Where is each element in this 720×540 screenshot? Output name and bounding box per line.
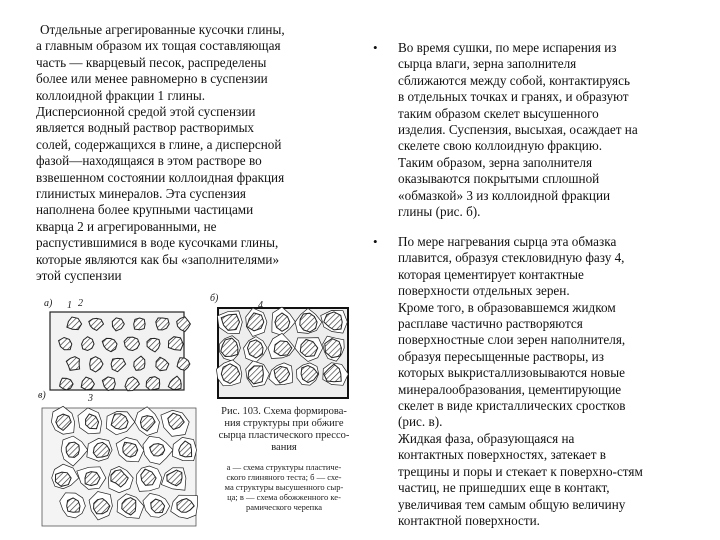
text-line: этой суспензии: [36, 268, 122, 284]
label-a: а): [44, 298, 53, 309]
text-line: поверхностные слои зерен наполнителя,: [398, 332, 626, 348]
text-line: контактной поверхности.: [398, 512, 540, 528]
text-line: которых выкристаллизовываются новые: [398, 365, 625, 381]
text-line: взвешенном состоянии коллоидная фракция: [36, 169, 285, 185]
figure-caption-title: [200, 406, 368, 454]
text-line: Таким образом, зерна заполнителя: [398, 154, 593, 170]
text-line: глины (рис. б).: [398, 204, 481, 220]
panel-v: [42, 406, 197, 526]
grain: [60, 378, 74, 390]
text-line: кварца 2 и агрегированными, не: [36, 218, 217, 234]
grain: [123, 442, 138, 457]
grain: [66, 442, 79, 457]
label-4: 4: [258, 300, 263, 311]
text-line: Дисперсионной средой этой суспензии: [36, 104, 256, 120]
label-1: 1: [67, 300, 72, 311]
text-line: глинистых минералов. Эта суспензия: [36, 186, 246, 202]
bullet-1: •: [373, 40, 378, 55]
left-paragraph: [36, 22, 285, 285]
text-line: наполнена более крупными частицами: [36, 202, 254, 218]
figure-caption-legend: [200, 462, 368, 512]
text-line: трещины и поры и стекает к поверхно-стям: [398, 463, 643, 479]
text-line: таким образом скелет высушенного: [398, 105, 599, 121]
text-line: увеличивая тем самым общую величину: [398, 496, 626, 512]
text-line: Отдельные агрегированные кусочки глины,: [40, 22, 285, 37]
text-line: которая цементирует контактные: [398, 266, 584, 282]
text-line: образуя пересыщенные растворы, из: [398, 348, 604, 364]
text-line: изделия. Суспензия, высыхая, осаждает на: [398, 122, 638, 138]
grain: [168, 337, 183, 351]
grain: [111, 414, 128, 430]
text-line: Кроме того, в образовавшемся жидком: [398, 299, 616, 315]
label-b: б): [210, 293, 219, 304]
panel-b: [216, 307, 348, 398]
text-line: вания: [271, 442, 297, 453]
text-line: контактных поверхностях, затекает в: [398, 447, 607, 463]
text-line: скелете свою коллоидную фракцию.: [398, 138, 603, 154]
text-line: часть — кварцевый песок, распределены: [36, 54, 267, 70]
panel-a: [50, 312, 190, 391]
text-line: Жидкая фаза, образующаяся на: [398, 430, 575, 446]
right-item-heating: [398, 234, 643, 529]
text-line: ния структуры при обжиге: [224, 418, 344, 429]
text-line: коллоидной фракции 1 глины.: [36, 87, 206, 103]
text-line: частиц, не пришедших еще в контакт,: [398, 480, 610, 496]
grain: [177, 358, 190, 370]
text-line: распустившимися в воде кусочками глины,: [36, 235, 279, 251]
text-line: Во время сушки, по мере испарения из: [398, 40, 617, 55]
text-line: скелет в виде кристаллических сростков: [398, 398, 626, 414]
text-line: сырца пластического прессо-: [218, 430, 350, 441]
text-line: является водный раствор растворимых: [36, 120, 255, 136]
bullet-2: •: [373, 234, 378, 249]
text-line: ма структуры высушенного сыр-: [224, 482, 344, 492]
text-line: По мере нагревания сырца эта обмазка: [398, 234, 617, 249]
text-line: минералообразования, цементирующие: [398, 381, 622, 397]
text-line: ского глиняного теста; б — схе-: [226, 472, 342, 482]
text-line: плавится, образуя стекловидную фазу 4,: [398, 250, 625, 266]
right-item-drying: [398, 40, 638, 220]
text-line: расплаве частично растворяются: [398, 316, 583, 332]
text-line: поверхности отдельных зерен.: [398, 283, 570, 299]
text-line: в отдельных точках и гранях, и образуют: [398, 89, 629, 105]
text-line: более или менее равномерно в суспензии: [36, 71, 268, 87]
grain: [156, 318, 169, 330]
text-line: Рис. 103. Схема формирова-: [221, 406, 347, 417]
label-2: 2: [78, 298, 83, 309]
text-line: а главным образом их тощая составляющая: [36, 38, 281, 54]
text-line: а — схема структуры пластиче-: [226, 462, 342, 472]
text-line: (рис. в).: [398, 414, 443, 430]
text-line: солей, содержащихся в глине, а дисперсной: [36, 136, 282, 152]
text-line: «обмазкой» 3 из коллоидной фракции: [398, 187, 611, 203]
text-line: ца; в — схема обожженного ке-: [227, 492, 341, 502]
text-line: рамического черепка: [246, 502, 322, 512]
text-line: которые являются как бы «заполнителями»: [36, 251, 280, 267]
text-line: сырца влаги, зерна заполнителя: [398, 56, 577, 72]
grain: [134, 318, 145, 330]
text-line: сближаются между собой, контактируясь: [398, 72, 630, 88]
label-3: 3: [88, 393, 93, 404]
text-line: фазой—находящаяся в этом растворе во: [36, 153, 262, 169]
label-v: в): [38, 390, 46, 401]
text-line: оказываются покрытыми сплошной: [398, 171, 600, 187]
